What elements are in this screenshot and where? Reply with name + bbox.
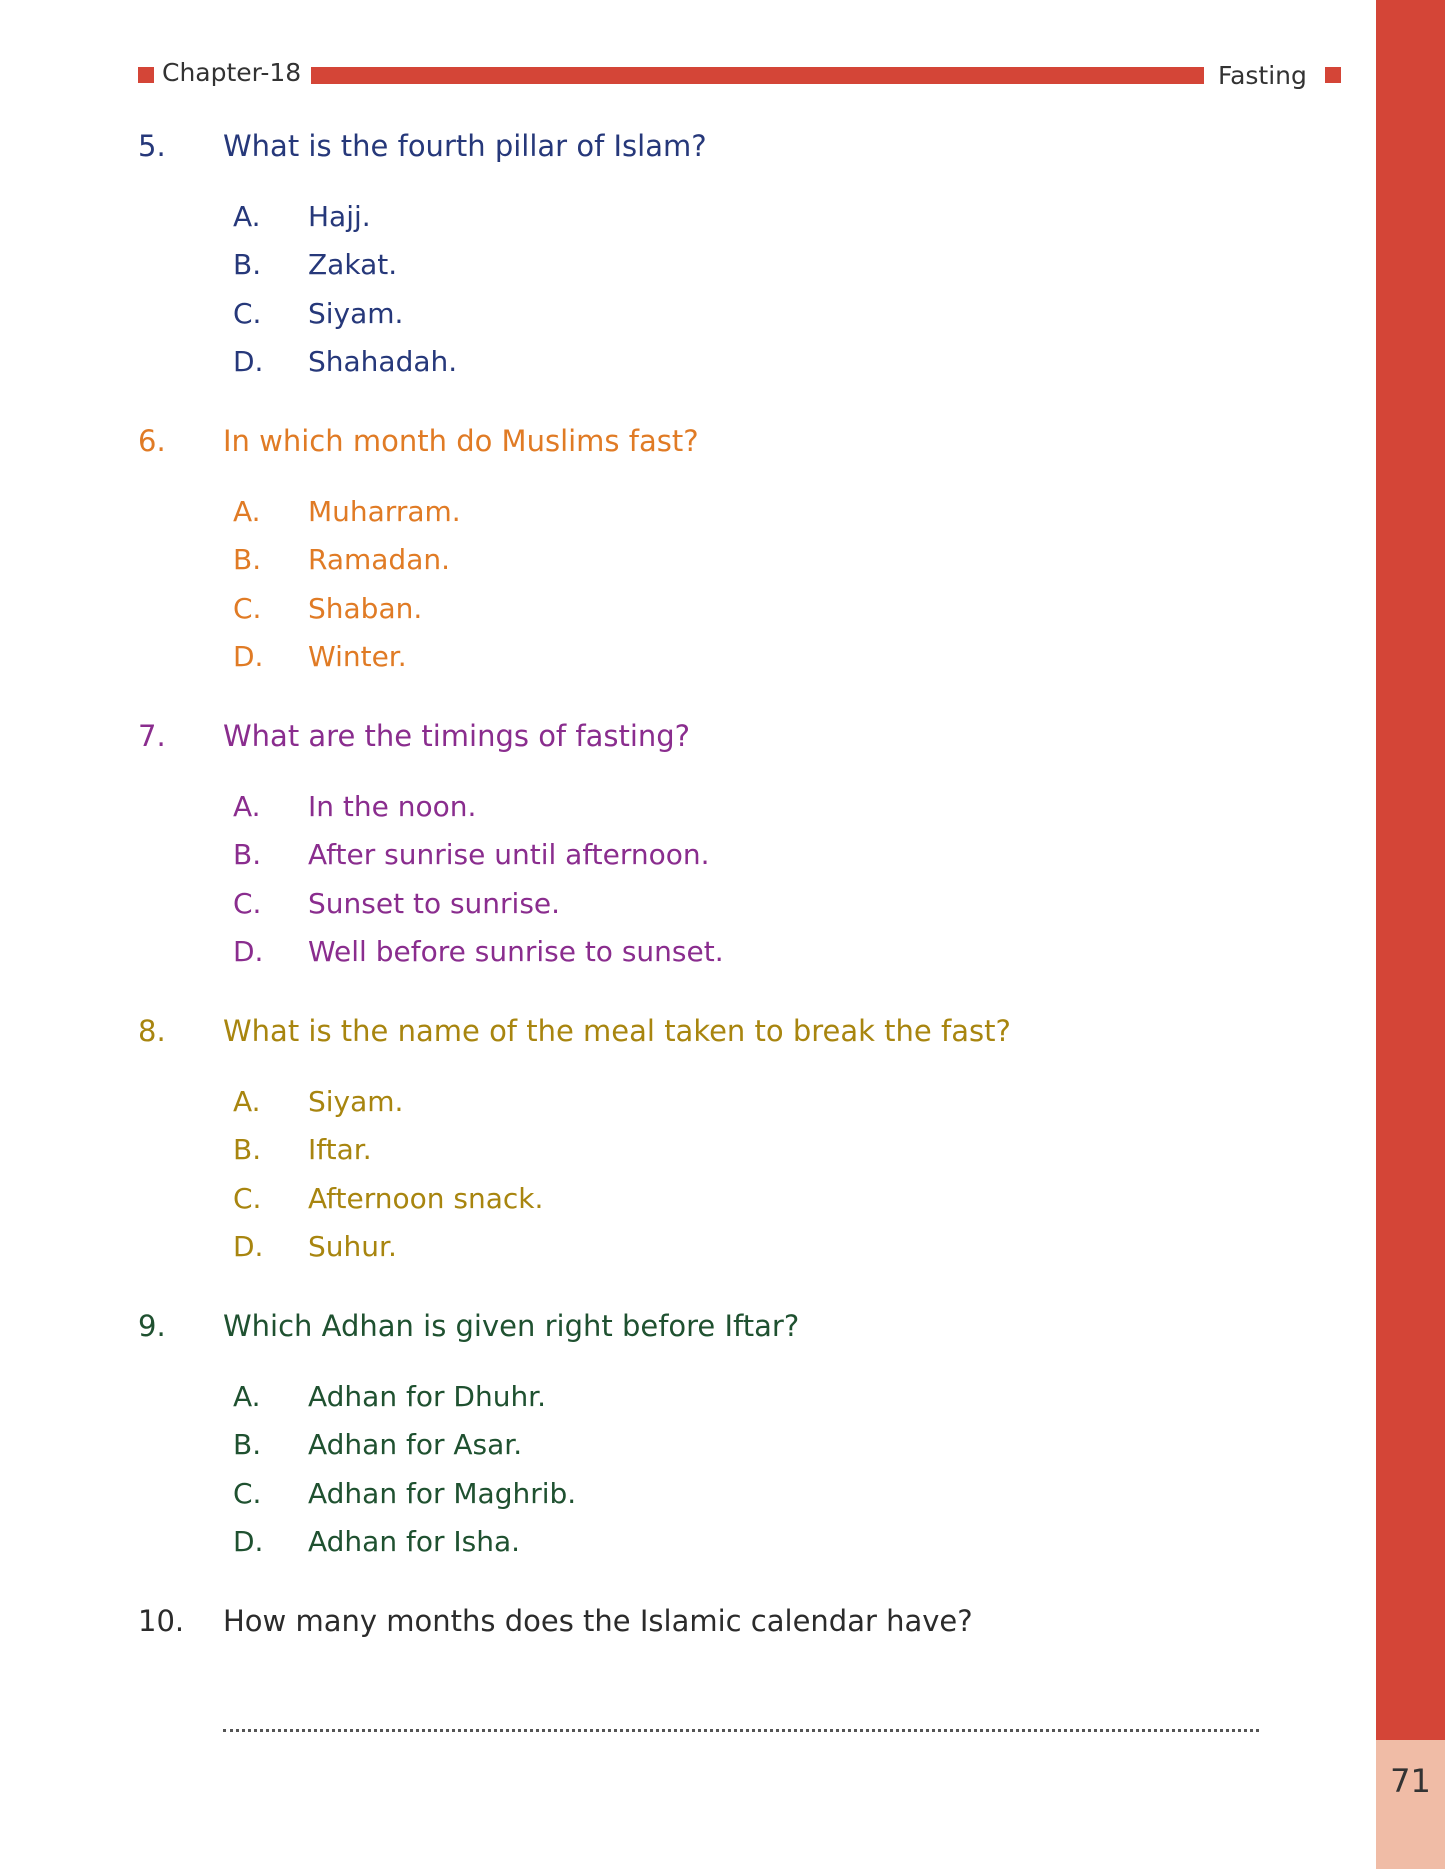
option-text: Afternoon snack. [308, 1182, 544, 1215]
option-letter: C. [233, 592, 262, 625]
option-text: Siyam. [308, 297, 404, 330]
question-number: 6. [138, 424, 166, 458]
option-text: Sunset to sunrise. [308, 887, 561, 920]
option-text: Shahadah. [308, 345, 458, 378]
option-letter: B. [233, 1428, 262, 1461]
option-text: Hajj. [308, 200, 371, 233]
option-letter: A. [233, 1085, 261, 1118]
option-text: Suhur. [308, 1230, 397, 1263]
question-number: 10. [138, 1604, 185, 1638]
option-letter: A. [233, 790, 261, 823]
question-number: 5. [138, 129, 166, 163]
option-letter: D. [233, 935, 264, 968]
question-text: How many months does the Islamic calendar have? [223, 1604, 973, 1638]
side-bar [1376, 0, 1445, 1740]
option-letter: B. [233, 838, 262, 871]
question-text: What are the timings of fasting? [223, 719, 691, 753]
option-letter: D. [233, 1230, 264, 1263]
header-bar [311, 67, 1204, 84]
option-text: Siyam. [308, 1085, 404, 1118]
option-text: Adhan for Asar. [308, 1428, 523, 1461]
option-letter: D. [233, 640, 264, 673]
chapter-title: Fasting [1218, 61, 1307, 90]
option-letter: A. [233, 1380, 261, 1413]
option-text: Iftar. [308, 1133, 372, 1166]
question-number: 8. [138, 1014, 166, 1048]
question-number: 7. [138, 719, 166, 753]
option-letter: B. [233, 1133, 262, 1166]
option-text: Adhan for Dhuhr. [308, 1380, 547, 1413]
option-text: Adhan for Isha. [308, 1525, 521, 1558]
answer-line[interactable] [223, 1729, 1259, 1732]
option-text: Winter. [308, 640, 407, 673]
option-letter: D. [233, 1525, 264, 1558]
option-letter: A. [233, 200, 261, 233]
option-text: Shaban. [308, 592, 423, 625]
option-letter: C. [233, 1477, 262, 1510]
question-text: What is the name of the meal taken to break the fast? [223, 1014, 1011, 1048]
option-text: After sunrise until afternoon. [308, 838, 710, 871]
option-letter: C. [233, 1182, 262, 1215]
option-letter: C. [233, 297, 262, 330]
page-number-box [1376, 1740, 1445, 1869]
question-text: Which Adhan is given right before Iftar? [223, 1309, 800, 1343]
option-text: Muharram. [308, 495, 461, 528]
option-letter: D. [233, 345, 264, 378]
option-text: In the noon. [308, 790, 477, 823]
question-text: What is the fourth pillar of Islam? [223, 129, 707, 163]
page-number: 71 [1390, 1762, 1431, 1800]
option-text: Adhan for Maghrib. [308, 1477, 577, 1510]
question-text: In which month do Muslims fast? [223, 424, 699, 458]
option-text: Zakat. [308, 248, 398, 281]
header-right-square [1325, 67, 1341, 83]
option-letter: B. [233, 248, 262, 281]
chapter-label: Chapter-18 [162, 58, 302, 87]
option-letter: A. [233, 495, 261, 528]
option-text: Ramadan. [308, 543, 451, 576]
question-number: 9. [138, 1309, 166, 1343]
option-text: Well before sunrise to sunset. [308, 935, 724, 968]
option-letter: B. [233, 543, 262, 576]
option-letter: C. [233, 887, 262, 920]
header-left-square [138, 67, 154, 83]
